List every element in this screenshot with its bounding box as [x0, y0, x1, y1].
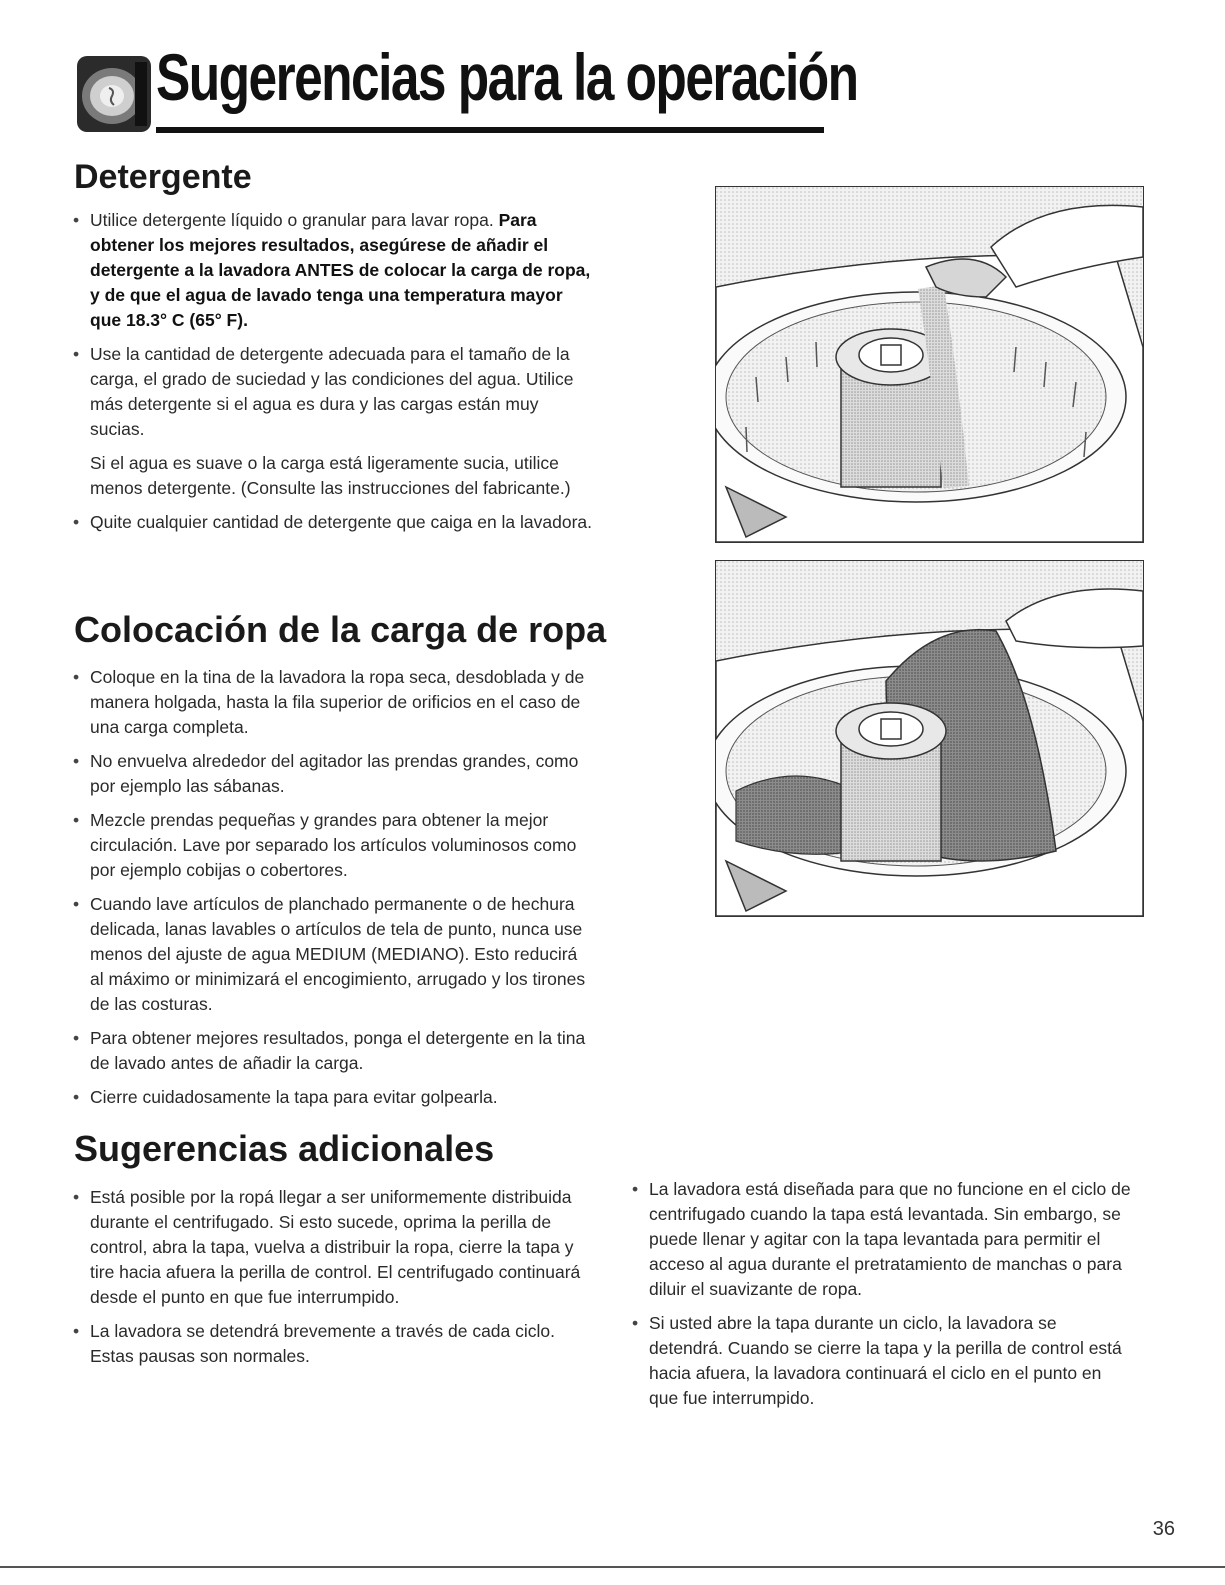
detergente-list — [73, 208, 593, 544]
list-item-text: Quite cualquier cantidad de detergente que caiga en la lavadora. — [90, 512, 593, 532]
list-item — [73, 510, 593, 535]
colocacion-list — [73, 665, 593, 1119]
bottom-rule — [0, 1566, 1225, 1568]
section-heading-colocacion: Colocación de la carga de ropa — [74, 609, 607, 650]
title-underline — [156, 127, 824, 133]
section-heading-adicionales: Sugerencias adicionales — [74, 1128, 495, 1169]
list-item — [73, 892, 593, 1017]
adicionales-left-list — [73, 1185, 593, 1378]
list-item-text: Para obtener mejores resultados, ponga el detergente en la tina de lavado antes de añadir la carga. — [90, 1028, 586, 1073]
list-item-text: Si el agua es suave o la carga está ligeramente sucia, utilice menos detergente. (Consulte las instrucciones del fabricante.) — [90, 453, 571, 498]
list-item-text: No envuelva alrededor del agitador las prendas grandes, como por ejemplo las sábanas. — [90, 751, 579, 796]
list-item — [73, 665, 593, 740]
list-item-text: Cierre cuidadosamente la tapa para evitar golpearla. — [90, 1087, 498, 1107]
hand-pouring-detergent-illustration — [715, 186, 1144, 543]
list-item-text: Coloque en la tina de la lavadora la ropa seca, desdoblada y de manera holgada, hasta la fila superior de orificios en el caso de una carga completa. — [90, 667, 585, 737]
list-item — [632, 1311, 1132, 1411]
list-item — [73, 208, 593, 333]
list-item-emphasis: Para obtener los mejores resultados, asegúrese de añadir el detergente a la lavadora ANTES de colocar la carga de ropa, y de que el agua de lavado tenga una temperatura mayor que 18.3° C (65° F). — [90, 210, 591, 330]
list-item — [73, 808, 593, 883]
list-item — [73, 1085, 593, 1110]
page-number: 36 — [1152, 1518, 1175, 1540]
washer-icon — [75, 54, 153, 134]
list-item — [632, 1177, 1132, 1302]
list-item-text: Cuando lave artículos de planchado permanente o de hechura delicada, lanas lavables o artículos de tela de punto, nunca use menos del ajuste de agua MEDIUM (MEDIANO). Esto reducirá al máximo or minimizará el encogimiento, arrugado y los tirones de las costuras. — [90, 894, 586, 1014]
list-item-text: Utilice detergente líquido o granular para lavar ropa. — [90, 210, 499, 230]
page-title: Sugerencias para la operación — [156, 40, 858, 114]
list-item-text: La lavadora se detendrá brevemente a través de cada ciclo. Estas pausas son normales. — [90, 1321, 556, 1366]
list-item-text: Está posible por la ropá llegar a ser uniformemente distribuida durante el centrifugado. Si esto sucede, oprima la perilla de control, abra la tapa, vuelva a distribuir la ropa, cierre la tapa y tire hacia afuera la perilla de control. El centrifugado continuará desde el punto en que fue interrumpido. — [90, 1187, 581, 1307]
list-item-text: Si usted abre la tapa durante un ciclo, la lavadora se detendrá. Cuando se cierre la tapa y la perilla de control está hacia afuera, la lavadora continuará el ciclo en el punto en que fue interrumpido. — [649, 1313, 1122, 1408]
list-item — [73, 342, 593, 442]
list-item — [73, 1185, 593, 1310]
list-item-text: La lavadora está diseñada para que no funcione en el ciclo de centrifugado cuando la tapa está levantada. Sin embargo, se puede llenar y agitar con la tapa levantada para permitir el acceso al agua durante el pretratamiento de manchas o para diluir el suavizante de ropa. — [649, 1179, 1131, 1299]
hand-loading-clothes-illustration — [715, 560, 1144, 917]
section-heading-detergente: Detergente — [74, 158, 252, 196]
list-item-text: Use la cantidad de detergente adecuada para el tamaño de la carga, el grado de suciedad y las condiciones del agua. Utilice más detergente si el agua es dura y las cargas están muy sucias. — [90, 344, 574, 439]
list-item-text: Mezcle prendas pequeñas y grandes para obtener la mejor circulación. Lave por separado los artículos voluminosos como por ejemplo cobijas o cobertores. — [90, 810, 577, 880]
adicionales-right-list — [632, 1177, 1132, 1420]
list-item-continuation — [73, 451, 593, 501]
list-item — [73, 1026, 593, 1076]
list-item — [73, 1319, 593, 1369]
list-item — [73, 749, 593, 799]
